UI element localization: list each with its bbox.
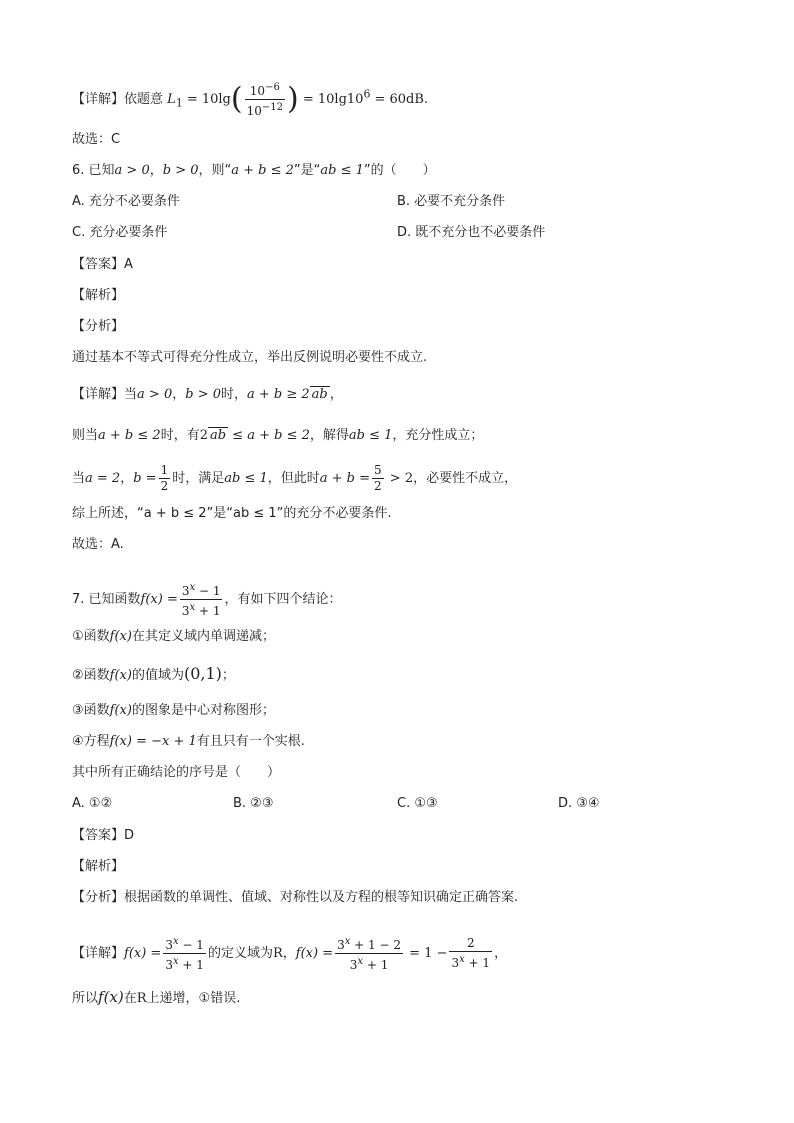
q7-option-a: A. ①② bbox=[72, 796, 113, 811]
q7-detail: 【详解】f(x) = $\frac{3^x - 1}{3^x + 1}$ 的定义域为R，f(x) = $\frac{3^x + 1 - 2}{3^x + 1}$ = 1 − $\frac{2}{3^x + 1}$ ， bbox=[72, 936, 508, 972]
q6-option-b: B. 必要不充分条件 bbox=[397, 194, 506, 209]
q7-option-c: C. ①③ bbox=[397, 796, 438, 811]
q6-stem: 6. 已知a > 0，b > 0，则“a + b ≤ 2”是“ab ≤ 1”的（ ） bbox=[72, 163, 436, 178]
q7-fenxi: 【分析】根据函数的单调性、值域、对称性以及方程的根等知识确定正确答案. bbox=[72, 890, 519, 905]
q6-fenxi-tag: 【分析】 bbox=[72, 319, 125, 334]
q6-detail-2: 则当a + b ≤ 2时，有2 ab ≤ a + b ≤ 2，解得ab ≤ 1，充分性成立； bbox=[72, 428, 484, 443]
q7-ask: 其中所有正确结论的序号是（ ） bbox=[72, 765, 281, 780]
q7-last: 所以f(x)在R上递增，①错误. bbox=[72, 988, 241, 1006]
q7-claim-1: ①函数f(x)在其定义域内单调递减； bbox=[72, 629, 275, 644]
q6-fenxi: 通过基本不等式可得充分性成立，举出反例说明必要性不成立. bbox=[72, 350, 428, 365]
q6-option-c: C. 充分必要条件 bbox=[72, 225, 168, 240]
q6-detail-4: 综上所述，“a + b ≤ 2”是“ab ≤ 1”的充分不必要条件. bbox=[72, 506, 392, 521]
q7-option-b: B. ②③ bbox=[233, 796, 274, 811]
q7-stem: 7. 已知函数f(x) = $\frac{3^x - 1}{3^x + 1}$ ，有如下四个结论： bbox=[72, 582, 342, 618]
q5-answer: 故选：C bbox=[72, 132, 121, 147]
q7-claim-4: ④方程f(x) = −x + 1有且只有一个实根. bbox=[72, 734, 305, 749]
q6-final: 故选：A. bbox=[72, 537, 124, 552]
q6-answer: 【答案】A bbox=[72, 257, 133, 272]
q5-detail-line: 【详解】依题意 $L_1 = 10\lg$( $\frac{10^{-6}}{10^{-12}}$ ) = $10\lg 10^6 = 60dB$. bbox=[72, 81, 429, 118]
q6-detail-3: 当a = 2，b = $\frac{1}{2}$ 时，满足ab ≤ 1，但此时a + b = $\frac{5}{2}$ > 2，必要性不成立， bbox=[72, 463, 518, 493]
q7-claim-3: ③函数f(x)的图象是中心对称图形； bbox=[72, 703, 275, 718]
q7-jiexi: 【解析】 bbox=[72, 859, 125, 874]
q6-option-d: D. 既不充分也不必要条件 bbox=[397, 225, 546, 240]
q7-option-d: D. ③④ bbox=[558, 796, 600, 811]
q6-detail-1: 【详解】当a > 0，b > 0时，a + b ≥ 2 ab ， bbox=[72, 387, 343, 402]
fraction: $\frac{10^{-6}}{10^{-12}}$ bbox=[246, 82, 283, 118]
detail-tag: 【详解】 bbox=[72, 92, 125, 107]
q6-option-a: A. 充分不必要条件 bbox=[72, 194, 180, 209]
q6-jiexi: 【解析】 bbox=[72, 288, 125, 303]
q7-claim-2: ②函数f(x)的值域为(0,1)； bbox=[72, 664, 235, 683]
q7-answer: 【答案】D bbox=[72, 828, 135, 843]
